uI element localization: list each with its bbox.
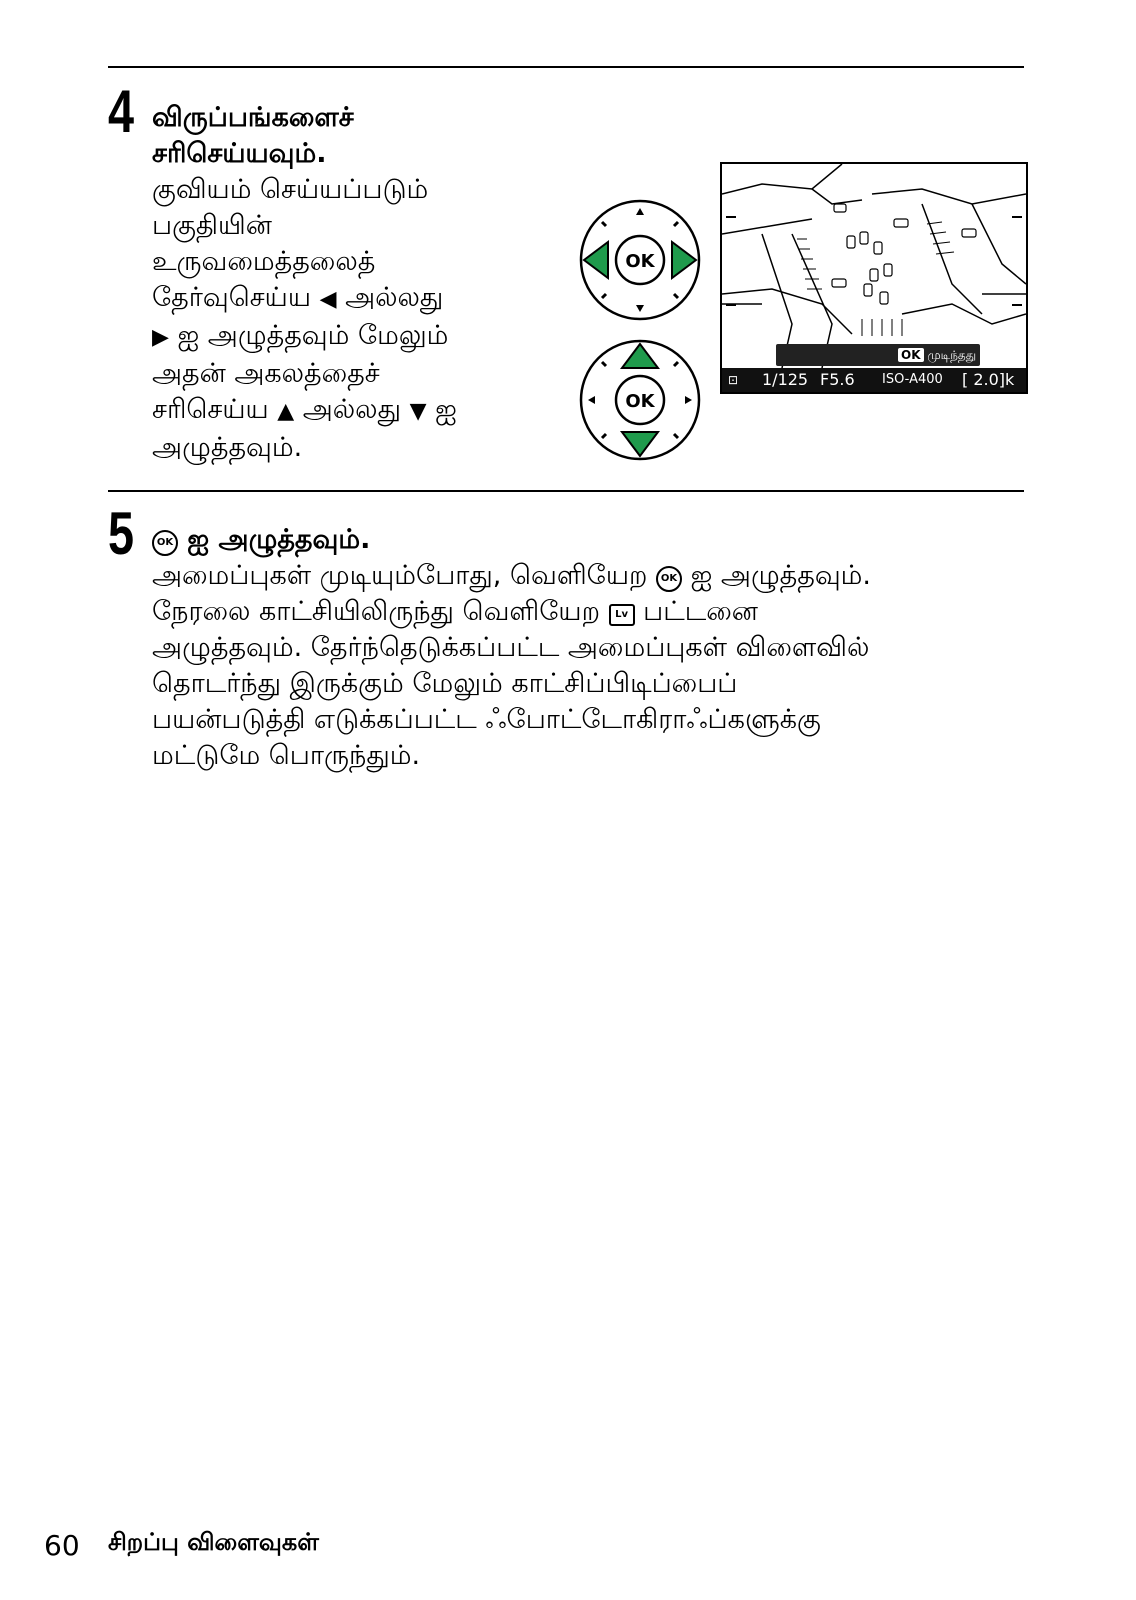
step-5-line1-post: ஐ அழுத்தவும். xyxy=(690,560,871,591)
lcd-ok-label: OK xyxy=(898,348,924,362)
multi-selector-up-down-icon xyxy=(578,338,702,462)
step-5-line1 xyxy=(152,558,1022,594)
down-arrow-icon: ▼ xyxy=(409,399,427,424)
step-5-line5: பயன்படுத்தி எடுக்கப்பட்ட ஃபோட்டோகிராஃப்களுக்கு xyxy=(152,704,821,735)
step-4-line7 xyxy=(152,392,562,430)
lcd-ok-done-prompt xyxy=(776,344,980,366)
step-5-line2-post: பட்டனை xyxy=(643,596,758,627)
step-5-line3: அழுத்தவும். தேர்ந்தெடுக்கப்பட்ட அமைப்புகள் விளைவில் xyxy=(152,632,870,663)
step-4-line7-mid: அல்லது xyxy=(302,394,402,425)
step-4-line4-post: அல்லது xyxy=(345,282,444,313)
street-scene-illustration xyxy=(722,164,1026,368)
step-4-line5 xyxy=(152,318,562,356)
right-arrow-icon: ▶ xyxy=(152,325,169,350)
step-5-title-text: ஐ அழுத்தவும். xyxy=(187,524,371,555)
up-arrow-icon: ▲ xyxy=(277,399,295,424)
live-view-icon: Lv xyxy=(609,604,635,626)
step-5-body xyxy=(152,558,1022,774)
aperture: F5.6 xyxy=(820,370,855,389)
step-4-line3: உருவமைத்தலைத் xyxy=(152,246,376,277)
step-5-title xyxy=(152,522,370,558)
ok-button-label: OK xyxy=(625,391,655,412)
step-5-line4: தொடர்ந்து இருக்கும் மேலும் காட்சிப்பிடிப்பைப் xyxy=(152,668,738,699)
ok-icon: OK xyxy=(152,530,178,556)
step-4-line6: அதன் அகலத்தைச் xyxy=(152,358,380,389)
step-4-line4 xyxy=(152,280,562,318)
step-4-line2: பகுதியின் xyxy=(152,210,272,241)
multi-selector-left-right-icon xyxy=(578,198,702,322)
step-4-line7-pre: சரிசெய்ய xyxy=(152,394,269,425)
ok-button-label: OK xyxy=(625,251,655,272)
step-4-line8: அழுத்தவும். xyxy=(152,432,303,463)
section-label: சிறப்பு விளைவுகள் xyxy=(108,1528,319,1556)
step-5-line2 xyxy=(152,594,1022,630)
step-5-line2-pre: நேரலை காட்சியிலிருந்து வெளியேற xyxy=(152,596,600,627)
camera-lcd-screen xyxy=(720,162,1028,394)
step-4-line1: குவியம் செய்யப்படும் xyxy=(152,174,429,205)
lcd-info-bar xyxy=(722,368,1026,392)
step-4-body xyxy=(152,172,562,466)
metering-icon: ⊡ xyxy=(728,373,739,387)
left-arrow-icon: ◀ xyxy=(319,287,337,312)
step-4-title-line2: சரிசெய்யவும். xyxy=(152,138,327,169)
middle-rule xyxy=(108,490,1024,492)
step-number-5: 5 xyxy=(108,500,135,567)
step-number-4: 4 xyxy=(108,78,135,145)
step-4-title xyxy=(152,100,354,172)
step-4-title-line1: விருப்பங்களைச் xyxy=(152,102,354,133)
step-4-line4-pre: தேர்வுசெய்ய xyxy=(152,282,311,313)
step-5-line6: மட்டுமே பொருந்தும். xyxy=(152,740,421,771)
step-4-line5-post: ஐ அழுத்தவும் மேலும் xyxy=(177,320,449,351)
step-4-line7-post: ஐ xyxy=(435,394,457,425)
top-rule xyxy=(108,66,1024,68)
iso-value: ISO-A400 xyxy=(882,372,943,387)
shutter-speed: 1/125 xyxy=(762,370,809,389)
page-number: 60 xyxy=(44,1529,80,1562)
step-5-line1-pre: அமைப்புகள் முடியும்போது, வெளியேற xyxy=(152,560,648,591)
remaining-exposures: [ 2.0]k xyxy=(962,370,1015,389)
lcd-ok-text: முடிந்தது xyxy=(927,348,977,362)
ok-icon: OK xyxy=(656,566,682,592)
